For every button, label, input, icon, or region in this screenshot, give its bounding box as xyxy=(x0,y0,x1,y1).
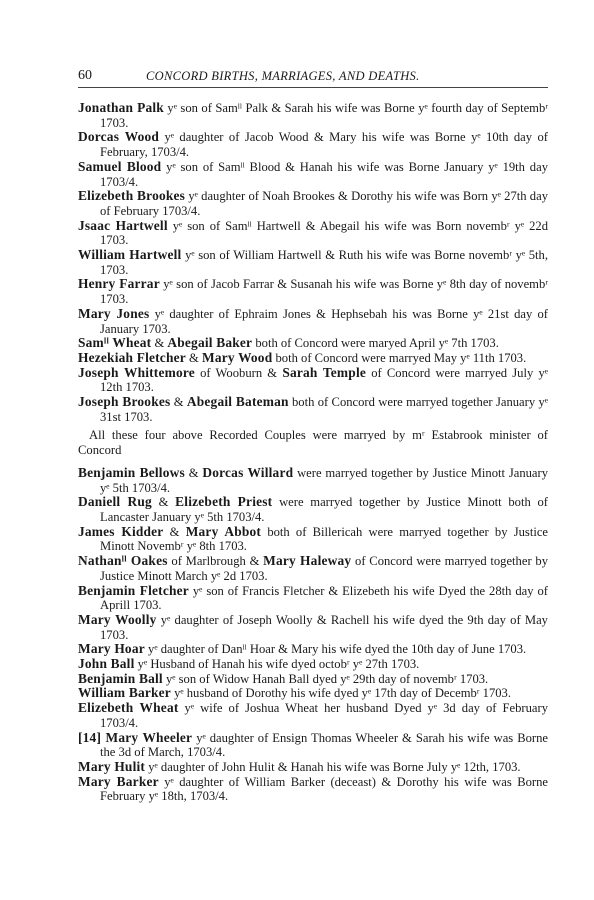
record-text-segment: yᵉ daughter of William Barker (deceast) & Dorothy his wife was Borne February yᵉ 18th, 1703/4. xyxy=(100,774,548,804)
record-text-segment: were marryed together by Justice Minott January yᵉ 5th 1703/4. xyxy=(100,465,548,495)
record-entry xyxy=(78,307,548,336)
record-text-segment: both of Billericah were marryed together by Justice Minott Novembʳ yᵉ 8th 1703. xyxy=(100,524,548,554)
record-block-second xyxy=(78,466,548,804)
record-text-segment: yᵉ daughter of John Hulit & Hanah his wife was Borne July yᵉ 12th, 1703. xyxy=(145,759,521,774)
record-entry xyxy=(78,657,548,672)
person-name: Mary Barker xyxy=(78,773,159,789)
record-text-segment: both of Concord were marryed May yᵉ 11th 1703. xyxy=(272,350,527,365)
record-entry xyxy=(78,277,548,306)
record-text-segment: yᵉ son of Samˡˡ Palk & Sarah his wife was Borne yᵉ fourth day of Septembʳ 1703. xyxy=(100,101,548,130)
person-name: Joseph Brookes xyxy=(78,394,171,410)
person-name: William Hartwell xyxy=(78,247,182,263)
record-entry xyxy=(78,584,548,613)
person-name: Abegail Bateman xyxy=(186,394,289,410)
record-text-segment: both of Concord were marryed together January yᵉ 31st 1703. xyxy=(100,395,548,424)
record-text-segment: & xyxy=(185,350,202,365)
person-name: Samˡˡ Wheat xyxy=(78,335,152,351)
record-entry xyxy=(78,495,548,524)
person-name: Daniell Rug xyxy=(78,494,152,510)
person-name: Mary Woolly xyxy=(78,611,157,627)
record-entry xyxy=(78,351,548,366)
person-name: Elizebeth Brookes xyxy=(78,188,186,204)
record-text-segment: yᵉ son of William Hartwell & Ruth his wife was Borne novembʳ yᵉ 5th, 1703. xyxy=(100,248,548,277)
person-name: Mary Haleway xyxy=(263,553,352,569)
record-text-segment: & xyxy=(151,336,168,351)
person-name: Mary Hulit xyxy=(78,758,146,774)
record-entry xyxy=(78,336,548,351)
person-name: Jsaac Hartwell xyxy=(78,217,168,233)
record-entry xyxy=(78,366,548,395)
record-text-segment: & xyxy=(170,395,187,410)
person-name: Mary Wood xyxy=(201,349,273,365)
person-name: Elizebeth Wheat xyxy=(78,700,179,716)
record-text-segment: of Concord were marryed July yᵉ 12th 1703. xyxy=(100,365,548,395)
record-text-segment: yᵉ son of Samˡˡ Hartwell & Abegail his wife was Born novembʳ yᵉ 22d 1703. xyxy=(100,218,548,248)
record-entry xyxy=(78,248,548,277)
record-text-segment: yᵉ daughter of Joseph Woolly & Rachell his wife dyed the 9th day of May 1703. xyxy=(100,612,548,642)
record-entry xyxy=(78,160,548,189)
record-text-segment: & xyxy=(184,465,203,480)
record-text-segment: yᵉ son of Samˡˡ Blood & Hanah his wife was Borne January yᵉ 19th day 1703/4. xyxy=(100,159,548,189)
person-name: Dorcas Wood xyxy=(78,129,160,145)
record-entry xyxy=(78,189,548,218)
record-text-segment: were marryed together by Justice Minott both of Lancaster January yᵉ 5th 1703/4. xyxy=(100,495,549,524)
record-text xyxy=(78,101,548,804)
record-text-segment: yᵉ wife of Joshua Wheat her husband Dyed yᵉ 3d day of February 1703/4. xyxy=(100,701,548,730)
record-text-segment: yᵉ daughter of Noah Brookes & Dorothy his wife was Born yᵉ 27th day of February 1703/4. xyxy=(100,189,548,218)
record-text-segment: yᵉ son of Widow Hanah Ball dyed yᵉ 29th day of novembʳ 1703. xyxy=(162,671,489,686)
person-name: Benjamin Ball xyxy=(78,670,163,686)
person-name: Henry Farrar xyxy=(78,276,160,292)
record-entry xyxy=(78,130,548,159)
page-header xyxy=(78,68,548,88)
record-entry xyxy=(78,101,548,130)
officiant-note: All these four above Recorded Couples were marryed by mʳ Estabrook minister of Concord xyxy=(78,428,548,458)
record-text-segment: & xyxy=(151,495,176,510)
record-text-segment: yᵉ daughter of Ephraim Jones & Hephsebah his was Borne yᵉ 21st day of January 1703. xyxy=(100,306,548,336)
person-name: Joseph Whittemore xyxy=(78,364,195,380)
record-text-segment: both of Concord were maryed April yᵉ 7th 1703. xyxy=(252,336,499,351)
record-text-segment: yᵉ daughter of Ensign Thomas Wheeler & Sarah his wife was Borne the 3d of March, 1703/4. xyxy=(100,730,548,760)
record-entry xyxy=(78,731,548,760)
record-entry xyxy=(78,466,548,495)
record-text-segment: of Marlbrough & xyxy=(167,554,264,569)
person-name: Nathanˡˡ Oakes xyxy=(78,553,168,569)
record-text-segment: yᵉ husband of Dorothy his wife dyed yᵉ 17th day of Decembʳ 1703. xyxy=(170,686,512,701)
record-text-segment: yᵉ son of Jacob Farrar & Susanah his wife was Borne yᵉ 8th day of novembʳ 1703. xyxy=(100,277,549,307)
person-name: [14] Mary Wheeler xyxy=(78,729,193,745)
person-name: Mary Hoar xyxy=(78,641,145,657)
person-name: Elizebeth Priest xyxy=(175,494,273,510)
record-entry xyxy=(78,672,548,687)
person-name: Samuel Blood xyxy=(78,158,162,174)
person-name: Benjamin Fletcher xyxy=(78,582,189,598)
record-text-segment: yᵉ son of Francis Fletcher & Elizebeth his wife Dyed the 28th day of Aprill 1703. xyxy=(100,583,548,613)
person-name: Mary Jones xyxy=(78,305,150,321)
person-name: Mary Abbot xyxy=(185,523,262,539)
record-text-segment: yᵉ daughter of Jacob Wood & Mary his wife was Borne yᵉ 10th day of February, 1703/4. xyxy=(100,130,548,160)
record-text-segment: yᵉ daughter of Danˡˡ Hoar & Mary his wife dyed the 10th day of June 1703. xyxy=(144,642,527,657)
person-name: John Ball xyxy=(78,656,135,672)
header-rule xyxy=(78,87,548,88)
record-text-segment: of Concord were marryed together by Justice Minott March yᵉ 2d 1703. xyxy=(100,554,548,583)
person-name: Benjamin Bellows xyxy=(78,464,185,480)
record-entry xyxy=(78,395,548,424)
person-name: Dorcas Willard xyxy=(202,464,294,480)
record-entry xyxy=(78,642,548,657)
running-head: CONCORD BIRTHS, MARRIAGES, AND DEATHS. xyxy=(146,69,420,83)
person-name: Abegail Baker xyxy=(167,335,253,351)
record-entry xyxy=(78,613,548,642)
record-entry xyxy=(78,554,548,583)
person-name: William Barker xyxy=(78,685,171,701)
page-number: 60 xyxy=(78,68,92,83)
record-entry xyxy=(78,701,548,730)
record-text-segment: of Wooburn & xyxy=(194,365,283,380)
record-text-segment: & xyxy=(163,524,186,539)
record-block-first xyxy=(78,101,548,424)
record-entry xyxy=(78,686,548,701)
record-entry xyxy=(78,219,548,248)
record-entry xyxy=(78,760,548,775)
record-entry xyxy=(78,525,548,554)
record-entry xyxy=(78,775,548,804)
person-name: James Kidder xyxy=(78,523,164,539)
record-text-segment: yᵉ Husband of Hanah his wife dyed octobʳ yᵉ 27th 1703. xyxy=(134,657,420,672)
person-name: Hezekiah Fletcher xyxy=(78,349,186,365)
person-name: Sarah Temple xyxy=(282,364,367,380)
person-name: Jonathan Palk xyxy=(78,100,164,115)
